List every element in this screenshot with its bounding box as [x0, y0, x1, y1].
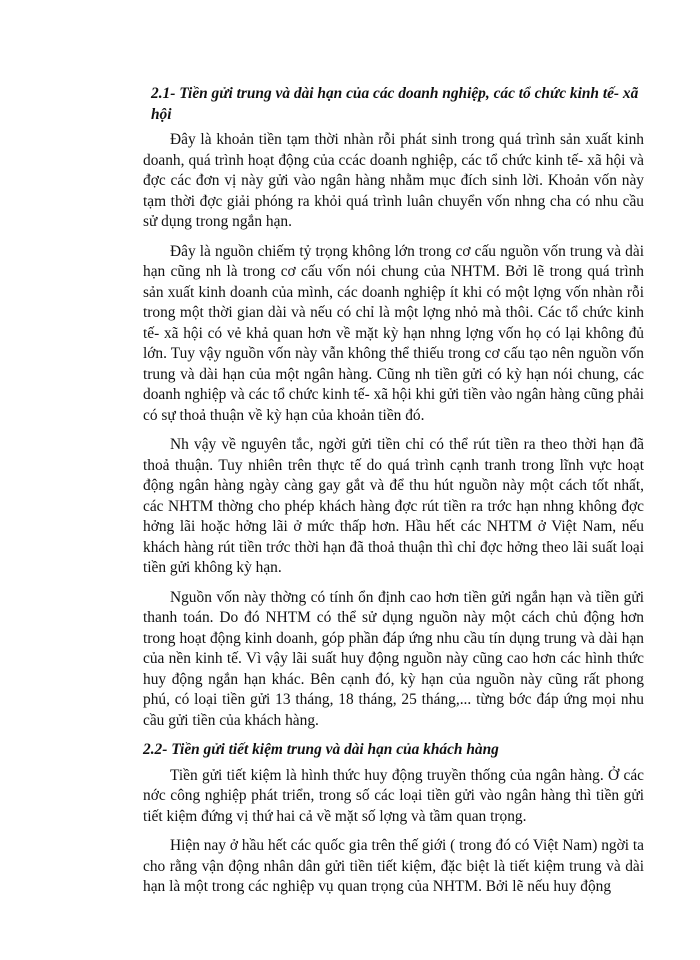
paragraph: Đây là khoản tiền tạm thời nhàn rỗi phát sinh trong quá trình sản xuất kinh doanh, quá trình hoạt động của ccác doanh nghiệp, các tổ chức kinh tế- xã hội và đợc các đơn vị này gửi vào ngân hàng nhằm mục đích sinh lời. Khoản vốn này tạm thời đợc giải phóng ra khỏi quá trình luân chuyển vốn nhng cha có nhu cầu sử dụng trong ngắn hạn. [143, 131, 644, 230]
paragraph: Đây là nguồn chiếm tỷ trọng không lớn trong cơ cấu nguồn vốn trung và dài hạn cũng nh là trong cơ cấu vốn nói chung của NHTM. Bởi lẽ trong quá trình sản xuất kinh doanh của mình, các doanh nghiệp ít khi có một lợng vốn nhàn rỗi trong một thời gian dài và nếu có chỉ là một lợng nhỏ mà thôi. Các tổ chức kinh tế- xã hội có vẻ khả quan hơn về mặt kỳ hạn nhng lợng vốn họ có lại không đủ lớn. Tuy vậy nguồn vốn này vẫn không thể thiếu trong cơ cấu tạo nên nguồn vốn trung và dài hạn của một ngân hàng. Cũng nh tiền gửi có kỳ hạn nói chung, các doanh nghiệp và các tổ chức kinh tế- xã hội khi gửi tiền vào ngân hàng cũng phải có sự thoả thuận về kỳ hạn của khoản tiền đó. [143, 242, 644, 424]
paragraph: Nh vậy về nguyên tắc, ngời gửi tiền chỉ có thể rút tiền ra theo thời hạn đã thoả thuận. Tuy nhiên trên thực tế do quá trình cạnh tranh trong lĩnh vực hoạt động ngân hàng ngày càng gay gắt và để thu hút nguồn này một cách tốt nhất, các NHTM thờng cho phép khách hàng đợc rút tiền ra trớc hạn nhng không đợc hởng lãi hoặc hởng lãi ở mức thấp hơn. Hầu hết các NHTM ở Việt Nam, nếu khách hàng rút tiền trớc thời hạn đã thoả thuận thì chỉ đợc hởng theo lãi suất loại tiền gửi không kỳ hạn. [143, 436, 644, 576]
section-heading-2-1: 2.1- Tiền gửi trung và dài hạn của các doanh nghiệp, các tổ chức kinh tế- xã hội [151, 85, 639, 123]
section-heading-2-2: 2.2- Tiền gửi tiết kiệm trung và dài hạn của khách hàng [143, 741, 499, 758]
paragraph: Tiền gửi tiết kiệm là hình thức huy động truyền thống của ngân hàng. Ở các nớc công nghiệp phát triển, trong số các loại tiền gửi vào ngân hàng thì tiền gửi tiết kiệm đứng vị thứ hai cả về mặt số lợng và tầm quan trọng. [143, 766, 644, 825]
paragraph: Nguồn vốn này thờng có tính ổn định cao hơn tiền gửi ngắn hạn và tiền gửi thanh toán. Do đó NHTM có thể sử dụng nguồn này một cách chủ động hơn trong hoạt động kinh doanh, góp phần đáp ứng nhu cầu tín dụng trung và dài hạn của nền kinh tế. Vì vậy lãi suất huy động nguồn này cũng cao hơn các hình thức huy động ngắn hạn khác. Bên cạnh đó, kỳ hạn của nguồn này cũng rất phong phú, có loại tiền gửi 13 tháng, 18 tháng, 25 tháng,... từng bớc đáp ứng mọi nhu cầu gửi tiền của khách hàng. [143, 588, 644, 729]
paragraph: Hiện nay ở hầu hết các quốc gia trên thế giới ( trong đó có Việt Nam) ngời ta cho rằng vận động nhân dân gửi tiền tiết kiệm, đặc biệt là tiết kiệm trung và dài hạn là một trong các nghiệp vụ quan trọng của NHTM. Bởi lẽ nếu huy động [143, 837, 644, 895]
